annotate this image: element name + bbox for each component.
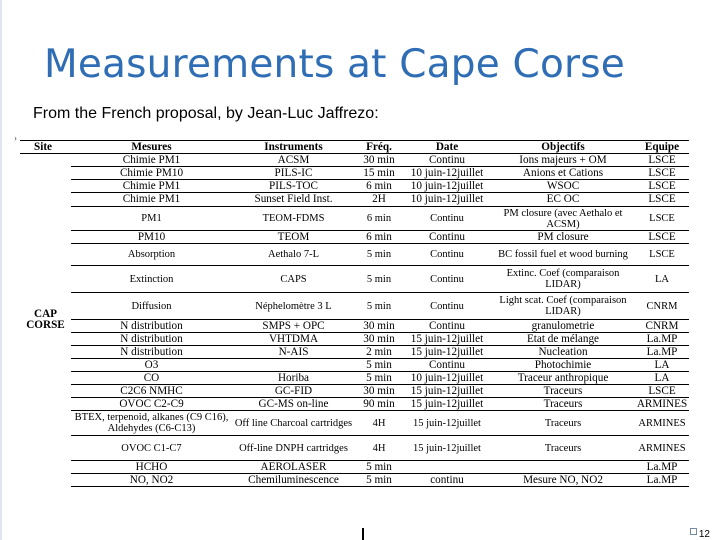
cell-objectif: BC fossil fuel et wood burning <box>491 244 635 266</box>
cell-mesure: Diffusion <box>71 293 232 320</box>
cell-freq: 30 min <box>355 154 403 167</box>
cell-instrument: GC-FID <box>232 385 355 398</box>
cell-freq: 2H <box>355 193 403 207</box>
cell-freq: 6 min <box>355 231 403 244</box>
cell-objectif: WSOC <box>491 180 635 193</box>
cell-objectif: Traceurs <box>491 398 635 411</box>
cell-date: 10 juin-12juillet <box>403 180 491 193</box>
table-row <box>20 385 689 398</box>
table-header-row <box>20 141 689 154</box>
cell-date: 15 juin-12juillet <box>403 398 491 411</box>
measurements-table <box>20 140 689 487</box>
table-row <box>20 231 689 244</box>
cell-objectif: Nucleation <box>491 346 635 359</box>
cell-instrument: PILS-IC <box>232 167 355 180</box>
table-row <box>20 359 689 372</box>
cell-objectif: granulometrie <box>491 320 635 333</box>
text-cursor <box>362 528 364 540</box>
cell-mesure: Chimie PM10 <box>71 167 232 180</box>
cell-freq: 6 min <box>355 207 403 231</box>
header-equipe: Equipe <box>635 141 689 154</box>
cell-mesure: OVOC C2-C9 <box>71 398 232 411</box>
cell-date: Continu <box>403 266 491 293</box>
header-instruments: Instruments <box>232 141 355 154</box>
cell-mesure: PM10 <box>71 231 232 244</box>
cell-date: 10 juin-12juillet <box>403 193 491 207</box>
cell-equipe: LA <box>635 372 689 385</box>
cell-instrument: Néphelomètre 3 L <box>232 293 355 320</box>
cell-instrument: Sunset Field Inst. <box>232 193 355 207</box>
page-number: 12 <box>698 529 710 540</box>
table-row <box>20 461 689 474</box>
header-site: Site <box>20 141 71 154</box>
cell-date: Continu <box>403 359 491 372</box>
cell-objectif: Traceur anthropique <box>491 372 635 385</box>
cell-equipe: LSCE <box>635 244 689 266</box>
header-freq: Fréq. <box>355 141 403 154</box>
cell-equipe: ARMINES <box>635 411 689 436</box>
cell-equipe: LA <box>635 359 689 372</box>
cell-mesure: OVOC C1-C7 <box>71 436 232 461</box>
cell-date: 15 juin-12juillet <box>403 411 491 436</box>
cell-date: continu <box>403 474 491 487</box>
cell-date: Continu <box>403 207 491 231</box>
cell-date: 15 juin-12juillet <box>403 333 491 346</box>
cell-freq: 4H <box>355 411 403 436</box>
cell-mesure: Chimie PM1 <box>71 193 232 207</box>
cell-objectif: PM closure <box>491 231 635 244</box>
cell-date: Continu <box>403 320 491 333</box>
table-row <box>20 180 689 193</box>
table-row <box>20 372 689 385</box>
cell-date: 15 juin-12juillet <box>403 346 491 359</box>
cell-equipe: La.MP <box>635 474 689 487</box>
cell-objectif: Traceurs <box>491 385 635 398</box>
cell-equipe: LSCE <box>635 207 689 231</box>
cell-freq: 90 min <box>355 398 403 411</box>
cell-mesure: Chimie PM1 <box>71 154 232 167</box>
page-number-marker <box>690 528 697 535</box>
cell-freq: 5 min <box>355 461 403 474</box>
cell-instrument: Horiba <box>232 372 355 385</box>
cell-mesure: HCHO <box>71 461 232 474</box>
cell-mesure: CO <box>71 372 232 385</box>
cell-freq: 2 min <box>355 346 403 359</box>
table-row <box>20 474 689 487</box>
cell-freq: 30 min <box>355 320 403 333</box>
cell-objectif <box>491 461 635 474</box>
cell-instrument: Off-line DNPH cartridges <box>232 436 355 461</box>
cell-mesure: C2C6 NMHC <box>71 385 232 398</box>
cell-instrument: AEROLASER <box>232 461 355 474</box>
table-row <box>20 244 689 266</box>
cell-freq: 15 min <box>355 167 403 180</box>
table-row <box>20 320 689 333</box>
cell-date: 10 juin-12juillet <box>403 167 491 180</box>
cell-objectif: EC OC <box>491 193 635 207</box>
cell-equipe: La.MP <box>635 333 689 346</box>
table-row <box>20 346 689 359</box>
table-row <box>20 436 689 461</box>
cell-mesure: N distribution <box>71 333 232 346</box>
cell-instrument: VHTDMA <box>232 333 355 346</box>
cell-date: 15 juin-12juillet <box>403 436 491 461</box>
cell-instrument: PILS-TOC <box>232 180 355 193</box>
cell-equipe: LSCE <box>635 385 689 398</box>
cell-equipe: LSCE <box>635 180 689 193</box>
cell-equipe: CNRM <box>635 293 689 320</box>
cell-freq: 5 min <box>355 293 403 320</box>
table-row <box>20 411 689 436</box>
cell-equipe: ARMINES <box>635 436 689 461</box>
site-label-line: CAP <box>34 308 57 321</box>
slide-title: Measurements at Cape Corse <box>44 42 625 87</box>
cell-freq: 5 min <box>355 359 403 372</box>
cell-objectif: Photochimie <box>491 359 635 372</box>
cell-instrument: CAPS <box>232 266 355 293</box>
cell-equipe: ARMINES <box>636 397 688 410</box>
cell-freq: 30 min <box>355 385 403 398</box>
cell-instrument <box>232 359 355 372</box>
header-date: Date <box>403 141 491 154</box>
cell-objectif: Traceurs <box>491 411 635 436</box>
cell-freq: 30 min <box>355 333 403 346</box>
cell-mesure: NO, NO2 <box>71 474 232 487</box>
cell-objectif: Mesure NO, NO2 <box>491 474 635 487</box>
table-row <box>20 207 689 231</box>
cell-objectif: Traceurs <box>491 436 635 461</box>
cell-mesure: Chimie PM1 <box>71 180 232 193</box>
cell-instrument: Off line Charcoal cartridges <box>232 411 355 436</box>
cell-instrument: TEOM <box>232 231 355 244</box>
cell-freq: 5 min <box>355 266 403 293</box>
cell-instrument: Chemiluminescence <box>232 474 355 487</box>
cell-equipe: LSCE <box>635 193 689 207</box>
cell-mesure: O3 <box>71 359 232 372</box>
cell-objectif: Extinc. Coef (comparaison LIDAR) <box>491 266 635 293</box>
cell-freq: 6 min <box>355 180 403 193</box>
cell-objectif: Light scat. Coef (comparaison LIDAR) <box>491 293 635 320</box>
site-label-line: CORSE <box>26 319 65 332</box>
cell-date <box>403 461 491 474</box>
header-mesures: Mesures <box>71 141 232 154</box>
table-row <box>20 293 689 320</box>
table-row <box>20 333 689 346</box>
cell-date: Continu <box>403 154 491 167</box>
cell-equipe: LSCE <box>635 231 689 244</box>
cell-instrument: TEOM-FDMS <box>232 207 355 231</box>
cell-equipe: LSCE <box>635 167 689 180</box>
table-row <box>20 193 689 207</box>
cell-freq: 5 min <box>355 244 403 266</box>
cell-equipe: La.MP <box>635 461 689 474</box>
table-corner-mark: › <box>14 133 17 143</box>
cell-date: Continu <box>403 231 491 244</box>
slide-left-border <box>0 0 2 540</box>
cell-mesure: N distribution <box>71 346 232 359</box>
cell-objectif: Anions et Cations <box>491 167 635 180</box>
cell-equipe: La.MP <box>635 346 689 359</box>
table-row <box>20 167 689 180</box>
site-cell <box>20 154 71 487</box>
cell-mesure: N distribution <box>71 320 232 333</box>
cell-instrument: N-AIS <box>232 346 355 359</box>
cell-date: 10 juin-12juillet <box>403 372 491 385</box>
cell-objectif: Ions majeurs + OM <box>491 154 635 167</box>
cell-mesure: Absorption <box>71 244 232 266</box>
table-row <box>20 266 689 293</box>
cell-mesure: Extinction <box>71 266 232 293</box>
slide-subtitle: From the French proposal, by Jean-Luc Jaffrezo: <box>33 105 379 122</box>
cell-instrument: GC-MS on-line <box>232 398 355 411</box>
cell-instrument: ACSM <box>232 154 355 167</box>
cell-date: Continu <box>403 244 491 266</box>
cell-date: Continu <box>403 293 491 320</box>
cell-freq: 5 min <box>355 372 403 385</box>
cell-instrument: SMPS + OPC <box>232 320 355 333</box>
cell-objectif: PM closure (avec Aethalo et ACSM) <box>491 207 635 231</box>
header-objectifs: Objectifs <box>491 141 635 154</box>
cell-mesure: PM1 <box>71 207 232 231</box>
cell-objectif: Etat de mélange <box>491 333 635 346</box>
table-row <box>20 398 689 411</box>
cell-date: 15 juin-12juillet <box>403 385 491 398</box>
cell-equipe: CNRM <box>635 320 689 333</box>
cell-equipe: LSCE <box>635 154 689 167</box>
cell-instrument: Aethalo 7-L <box>232 244 355 266</box>
cell-equipe: LA <box>635 266 689 293</box>
table-row <box>20 154 689 167</box>
cell-mesure: BTEX, terpenoid, alkanes (C9 C16), Aldehydes (C6-C13) <box>71 411 232 436</box>
cell-freq: 4H <box>355 436 403 461</box>
cell-freq: 5 min <box>355 474 403 487</box>
